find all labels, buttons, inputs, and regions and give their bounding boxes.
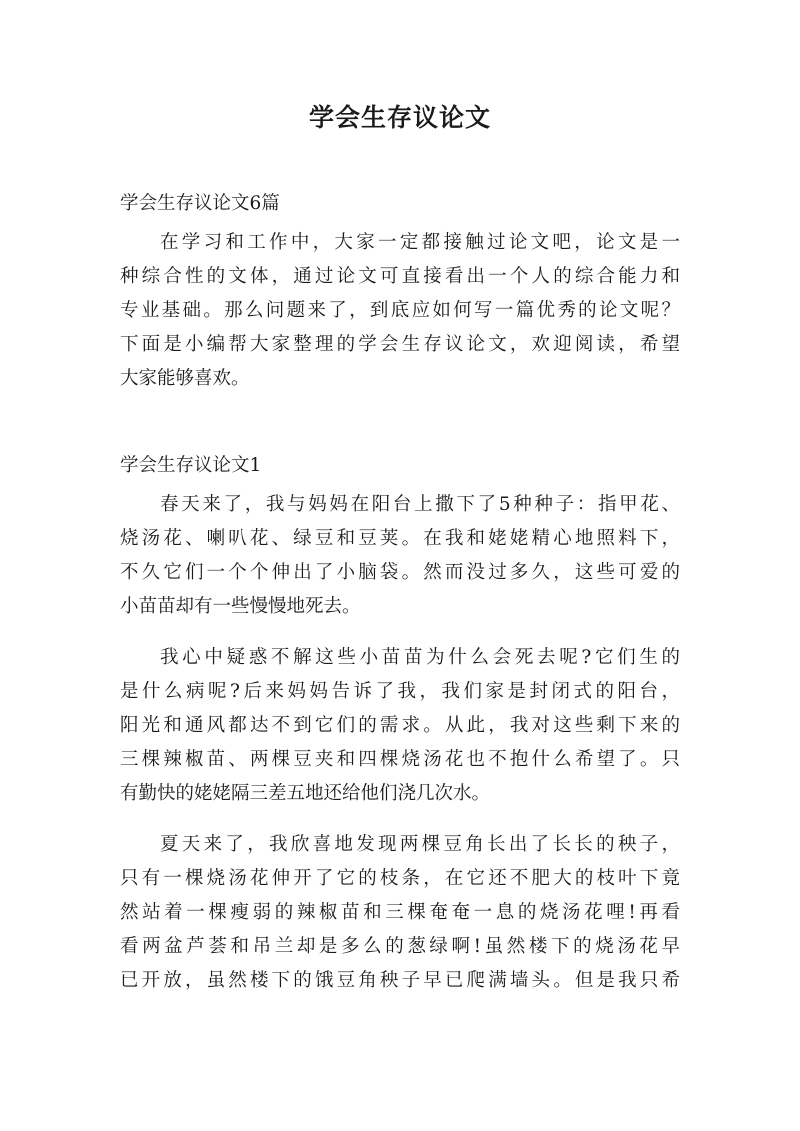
section-paragraph — [120, 641, 680, 811]
paragraph-line: 大家能够喜欢。 — [120, 368, 250, 389]
section-paragraph — [120, 488, 680, 624]
paragraph-line: 种综合性的文体，通过论文可直接看出一个人的综合能力和 — [120, 266, 680, 287]
paragraph-line: 夏天来了，我欣喜地发现两棵豆角长出了长长的秧子， — [160, 834, 680, 855]
paragraph-line: 小苗苗却有一些慢慢地死去。 — [120, 596, 361, 617]
paragraph-line: 专业基础。那么问题来了，到底应如何写一篇优秀的论文呢？ — [120, 300, 680, 321]
section-paragraph — [120, 828, 680, 998]
paragraph-line: 已开放，虽然楼下的饿豆角秧子早已爬满墙头。但是我只希 — [120, 970, 680, 991]
paragraph-line: 我心中疑惑不解这些小苗苗为什么会死去呢?它们生的 — [160, 647, 680, 668]
paragraph-line: 只有一棵烧汤花伸开了它的枝条，在它还不肥大的枝叶下竟 — [120, 868, 680, 889]
paragraph-line: 不久它们一个个伸出了小脑袋。然而没过多久，这些可爱的 — [120, 562, 680, 583]
paragraph-line: 下面是小编帮大家整理的学会生存议论文，欢迎阅读，希望 — [120, 334, 680, 355]
paragraph-line: 在学习和工作中，大家一定都接触过论文吧，论文是一 — [160, 232, 680, 253]
paragraph-line: 烧汤花、喇叭花、绿豆和豆荚。在我和姥姥精心地照料下， — [120, 528, 680, 549]
intro-heading: 学会生存议论文6篇 — [120, 193, 280, 214]
paragraph-line: 然站着一棵瘦弱的辣椒苗和三棵奄奄一息的烧汤花哩!再看 — [120, 902, 680, 923]
intro-paragraph — [120, 226, 680, 396]
paragraph-line: 是什么病呢?后来妈妈告诉了我，我们家是封闭式的阳台， — [120, 681, 680, 702]
paragraph-line: 三棵辣椒苗、两棵豆夹和四棵烧汤花也不抱什么希望了。只 — [120, 749, 680, 770]
paragraph-line: 看两盆芦荟和吊兰却是多么的葱绿啊!虽然楼下的烧汤花早 — [120, 936, 680, 957]
paragraph-line: 阳光和通风都达不到它们的需求。从此，我对这些剩下来的 — [120, 715, 680, 736]
paragraph-line: 春天来了，我与妈妈在阳台上撒下了5种种子：指甲花、 — [160, 494, 680, 515]
paragraph-line: 有勤快的姥姥隔三差五地还给他们浇几次水。 — [120, 783, 491, 804]
document-title: 学会生存议论文 — [308, 103, 491, 132]
section-heading: 学会生存议论文1 — [120, 455, 262, 476]
